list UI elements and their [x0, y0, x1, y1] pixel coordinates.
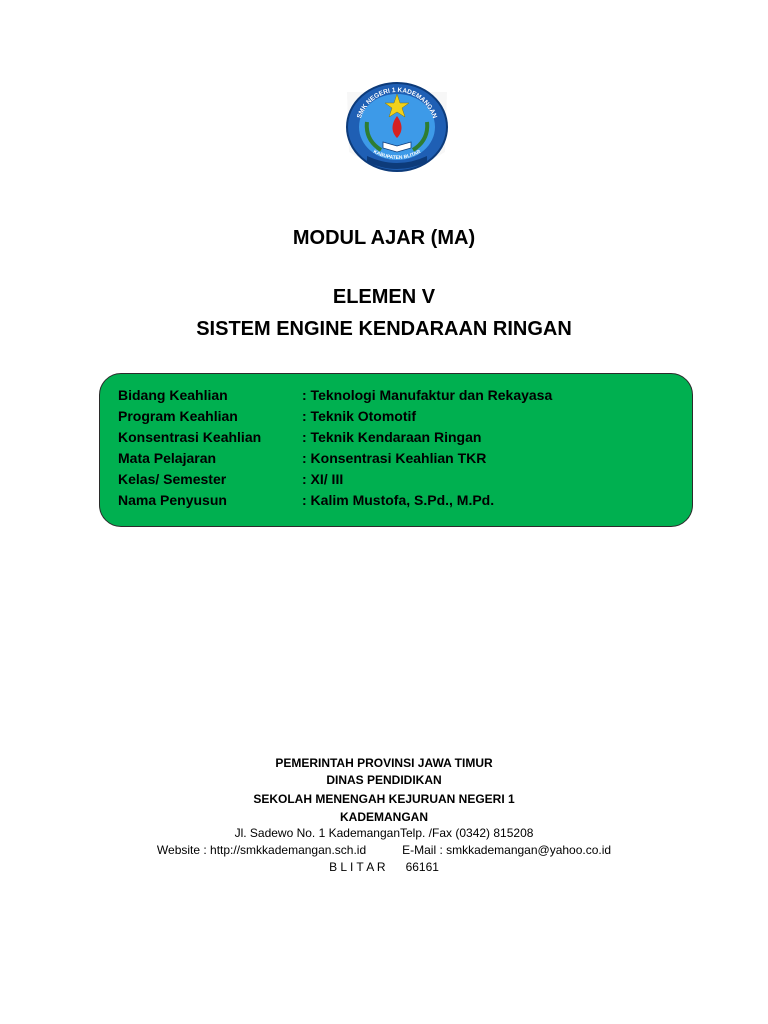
info-row-bidang: [118, 385, 552, 405]
info-value: : Teknik Kendaraan Ringan: [302, 429, 482, 445]
info-label: Kelas/ Semester: [118, 471, 227, 487]
footer-city-name: B L I T A R: [329, 860, 386, 874]
element-title: ELEMEN V: [332, 286, 436, 308]
info-row-mapel: [118, 448, 486, 468]
info-value: : Teknik Otomotif: [302, 408, 417, 424]
footer-email: E-Mail : smkkademangan@yahoo.co.id: [402, 843, 612, 857]
footer-address: Jl. Sadewo No. 1 KademanganTelp. /Fax (0342) 815208: [234, 826, 534, 840]
document-title: MODUL AJAR (MA): [292, 227, 476, 249]
info-label: Program Keahlian: [118, 408, 238, 424]
svg-text:KABUPATEN BLITAR: KABUPATEN BLITAR: [372, 148, 422, 162]
footer-school-name: SEKOLAH MENENGAH KEJURUAN NEGERI 1: [253, 792, 515, 806]
info-row-kelas: [118, 469, 343, 489]
footer-department: DINAS PENDIDIKAN: [326, 773, 442, 787]
info-value: : XI/ III: [302, 471, 344, 487]
info-label: Mata Pelajaran: [118, 450, 217, 466]
info-row-program: [118, 406, 416, 426]
footer-postal-code: 66161: [405, 860, 439, 874]
info-row-penyusun: [118, 490, 494, 510]
info-label: Bidang Keahlian: [118, 387, 228, 403]
info-label: Konsentrasi Keahlian: [118, 429, 262, 445]
footer-website: Website : http://smkkademangan.sch.id: [156, 843, 367, 857]
module-info-box: [99, 373, 693, 527]
info-value: : Konsentrasi Keahlian TKR: [302, 450, 487, 466]
footer-school-location: KADEMANGAN: [340, 810, 428, 824]
school-logo: [337, 72, 457, 182]
info-row-konsentrasi: [118, 427, 481, 447]
info-label: Nama Penyusun: [118, 492, 227, 508]
footer-government: PEMERINTAH PROVINSI JAWA TIMUR: [275, 756, 493, 770]
svg-text:SMK NEGERI 1 KADEMANGAN: SMK NEGERI 1 KADEMANGAN: [355, 86, 439, 120]
info-value: : Teknologi Manufaktur dan Rekayasa: [302, 387, 553, 403]
footer-contact: [0, 842, 768, 859]
info-value: : Kalim Mustofa, S.Pd., M.Pd.: [302, 492, 495, 508]
footer-city: [0, 859, 768, 876]
school-emblem-icon: [337, 72, 457, 182]
subject-title: SISTEM ENGINE KENDARAAN RINGAN: [196, 318, 572, 340]
